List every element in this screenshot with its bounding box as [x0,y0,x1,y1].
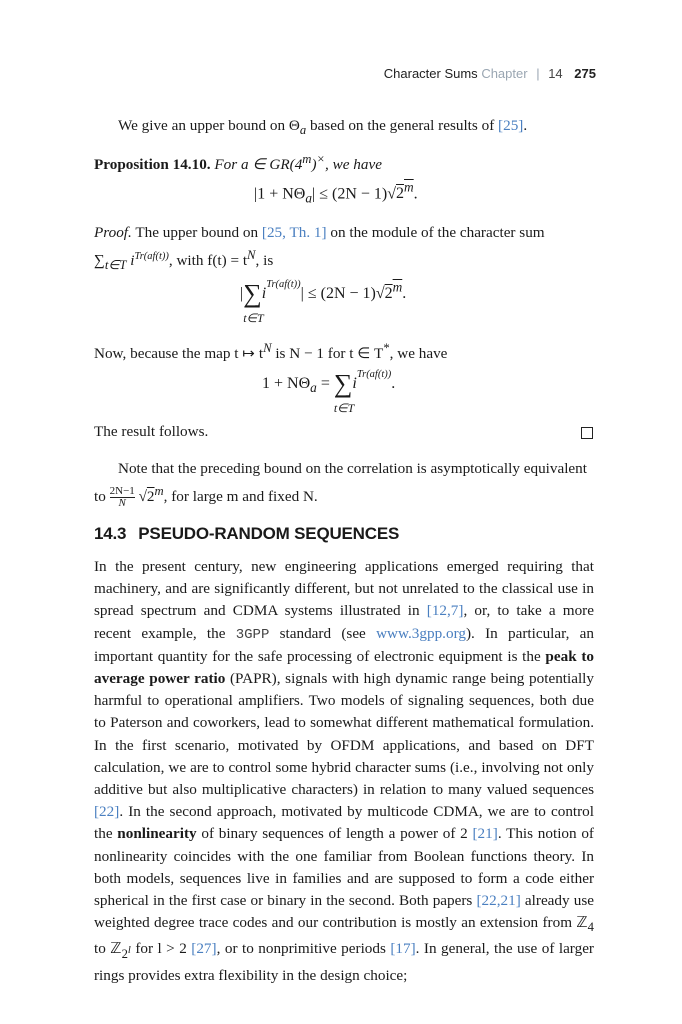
proposition-equation [254,180,418,207]
section-number: 14.3 [94,524,127,543]
inline-sum-index: t∈T [104,258,127,273]
z2-sub: 2 [121,946,128,961]
body-text: for l > 2 [130,940,192,958]
proof-equation [240,279,407,326]
citation-link[interactable]: [27] [191,940,217,958]
note-root: 2 [146,488,155,506]
body-text: In the present century, new engineering applications emerged requiring that machinery, and are significantly different, but not unrelated to the classical use in spread spectrum and CDMA systems illustrated in [94,558,594,620]
intro-sub: a [299,123,307,138]
section-title: PSEUDO-RANDOM SEQUENCES [138,524,400,543]
header-title: Character Sums [383,66,478,81]
prop-eq-root-sup: m [404,180,414,195]
note-text2a: to [94,488,110,506]
map-text2: is N − 1 for t ∈ T [271,345,384,363]
result-text: The result follows. [94,423,209,440]
z4-sub: 4 [587,920,594,935]
body-text: , or, to take a more recent example, the [94,602,594,642]
intro-end: . [523,117,528,134]
proposition-tail: , we have [325,156,382,174]
note-frac-den: N [118,497,126,510]
body-text: . This notion of nonlinearity coincides with the one familiar from Boolean functions theory. In both models, sequences live in families and are supposed to form a code either spherical in the first case or binary in the second. Both papers [94,825,594,910]
citation-link[interactable]: [21] [472,825,498,843]
running-head [384,66,596,81]
proof-eq-i: i [261,285,267,302]
note-frac-num: 2N−1 [109,485,135,498]
map-sup2: * [383,341,390,355]
proof-label: Proof. [94,224,132,241]
map-eq-mid: = [316,375,334,392]
note-text2c: , for large m and fixed N. [163,488,318,506]
citation-link[interactable]: [17] [390,940,416,958]
intro-paragraph [94,115,594,141]
citation-link[interactable]: [22] [94,803,120,821]
proof-eq-sup: Tr(af(t)) [266,279,301,290]
proof-eq-root: 2 [384,285,393,302]
map-eq-i: i [352,375,357,392]
page-number: 275 [574,66,596,81]
header-chapter-word: Chapter [481,66,528,81]
body-paragraph [94,556,594,987]
map-paragraph [94,337,594,365]
proof-text2: on the module of the character sum [326,224,545,241]
map-sup: N [263,341,272,355]
prop-eq-sub: a [305,190,313,206]
header-separator: | [536,66,540,81]
map-text1: Now, because the map t ↦ t [94,345,264,363]
proposition [94,148,594,176]
map-eq-sub: a [310,380,317,396]
note-text2b: √ [134,488,147,506]
proof-text3-sup: N [247,248,256,263]
intro-rest: based on the general results of [306,117,499,134]
proposition-statement-end: ) [311,156,317,174]
body-text: to ℤ [94,940,122,958]
note-text1: Note that the preceding bound on the correlation is asymptotically equivalent [118,460,587,477]
header-chapter-number: 14 [548,66,563,81]
map-eq-sup: Tr(af(t)) [356,369,392,380]
prop-eq-left: |1 + NΘ [254,185,306,203]
inline-sum-sign: ∑ [94,252,105,270]
section-heading [94,524,399,544]
body-text: . In general, the use of larger rings provides extra flexibility in the design choice; [94,940,594,984]
prop-eq-root: 2 [396,185,405,203]
body-text: , or to nonprimitive periods [216,940,391,958]
result-paragraph [94,421,594,443]
body-text: of binary sequences of length a power of 2 [196,825,473,843]
proof-text1: The upper bound on [131,224,262,241]
proof-eq-open: | [240,285,244,302]
url-link[interactable]: www.3gpp.org [376,624,466,642]
proposition-statement: For a ∈ GR(4 [214,156,303,174]
map-eq-sum: ∑ [333,369,353,399]
prop-eq-end: . [413,185,418,203]
proof-eq-end: . [402,285,407,302]
body-text: (PAPR), signals with high dynamic range being potentially harmful to operational amplifiers. Two models of signaling sequences, both due to Paterson and coworkers, lead to somewhat different mathematical formulation. In the first scenario, motivated by OFDM applications, and based on DFT calculation, we are to control some hybrid character sums (i.e., involving not only additive but also multiplicative characters) in relation to many valued sequences [94,670,594,799]
qed-symbol [581,427,593,439]
map-text3: , we have [389,345,448,363]
citation-link[interactable]: [12,7] [426,602,464,620]
inline-sum-term: i [126,252,135,270]
citation-link[interactable]: [25, Th. 1] [261,224,327,241]
citation-link[interactable]: [22,21] [476,892,521,910]
proposition-label: Proposition 14.10. [94,156,211,174]
proposition-sup: m [302,152,312,166]
map-equation [262,369,396,416]
proof-paragraph [94,222,594,277]
body-text: standard (see [269,624,377,642]
proof-text4: , is [255,252,274,270]
gpp-acronym: 3GPP [235,626,270,643]
note-paragraph [94,458,594,509]
proof-eq-sum: ∑ [243,279,262,309]
map-eq-left: 1 + NΘ [262,375,311,392]
body-text: already use weighted degree trace codes and our contribution is mostly an extension from ℤ [94,892,595,932]
body-text: . In the second approach, motivated by multicode CDMA, we are to control the [94,803,594,843]
bold-term: peak to average power ratio [94,647,594,688]
proof-eq-root-sup: m [392,279,403,295]
proof-text3: , with f(t) = t [168,252,248,270]
z2-sup: l [127,944,131,956]
bold-term: nonlinearity [117,825,197,843]
inline-sum-sup: Tr(af(t)) [134,251,169,263]
proof-eq-index: t∈T [243,311,264,326]
citation-link[interactable]: [25] [498,117,524,134]
body-text: ). In particular, an important quantity for the safe processing of electronic equipment is the [94,624,595,665]
proposition-sup2: × [316,152,326,166]
note-root-sup: m [154,484,164,499]
map-eq-index: t∈T [333,401,355,416]
intro-text: We give an upper bound on Θ [118,117,300,134]
map-eq-end: . [391,375,396,392]
prop-eq-mid: | ≤ (2N − 1)√ [312,185,397,203]
proof-eq-close: | ≤ (2N − 1)√ [300,285,385,302]
